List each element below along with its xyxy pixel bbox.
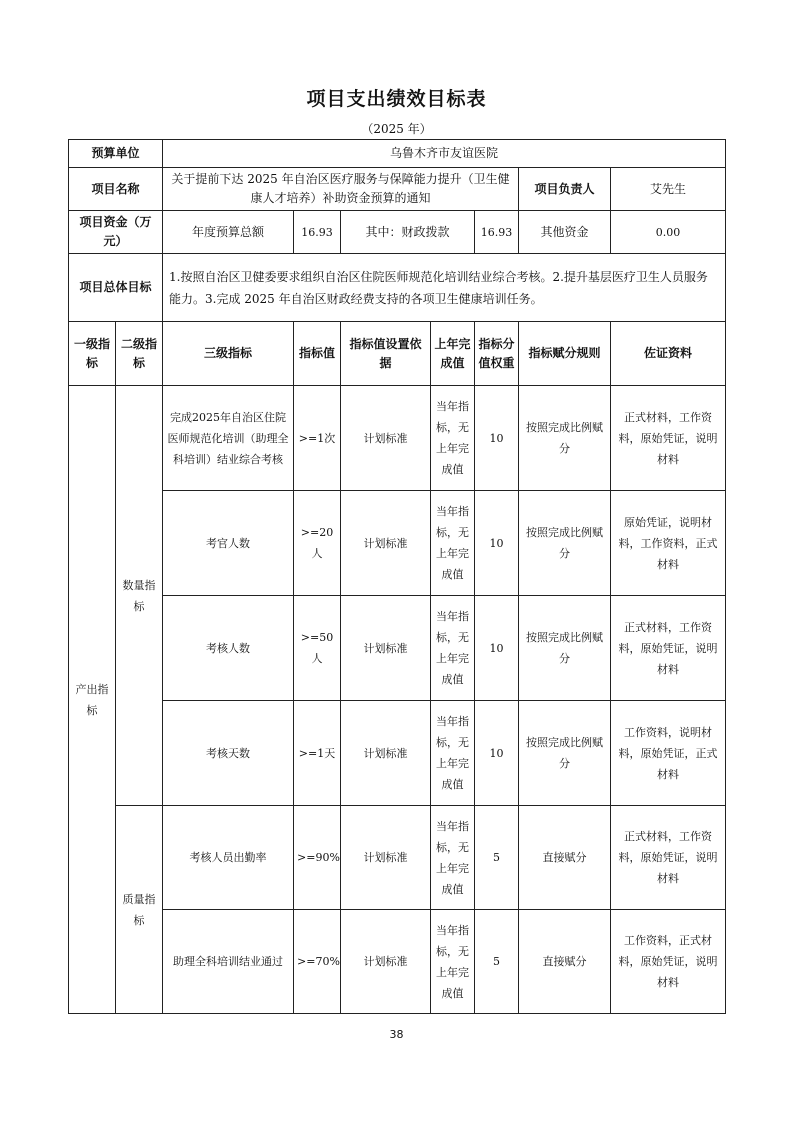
- row-rule: 按照完成比例赋分: [519, 596, 611, 701]
- row-value: >=1次: [294, 386, 341, 491]
- fiscal-label: 其中：财政拨款: [341, 211, 475, 254]
- row-weight: 5: [475, 806, 519, 910]
- goal-label: 项目总体目标: [69, 254, 163, 322]
- level2-quantity: 数量指标: [116, 386, 163, 806]
- row-evidence: 正式材料，工作资料，原始凭证，说明材料: [611, 596, 726, 701]
- row-name: 考核人数: [163, 596, 294, 701]
- row-value: >=70%: [294, 910, 341, 1014]
- page-title: 项目支出绩效目标表: [306, 88, 487, 110]
- row-rule: 直接赋分: [519, 910, 611, 1014]
- row-value: >=50人: [294, 596, 341, 701]
- owner-label: 项目负责人: [519, 168, 611, 211]
- header-last-year: 上年完成值: [431, 322, 475, 386]
- project-name-value: 关于提前下达 2025 年自治区医疗服务与保障能力提升（卫生健康人才培养）补助资金预算的通知: [163, 168, 519, 211]
- row-rule: 按照完成比例赋分: [519, 386, 611, 491]
- funds-label: 项目资金（万元）: [69, 211, 163, 254]
- row-weight: 10: [475, 596, 519, 701]
- level2-quality: 质量指标: [116, 806, 163, 1014]
- row-value: >=20人: [294, 491, 341, 596]
- row-last-year: 当年指标，无上年完成值: [431, 806, 475, 910]
- row-value: >=90%: [294, 806, 341, 910]
- table-row: [69, 596, 726, 701]
- header-basis: 指标值设置依据: [341, 322, 431, 386]
- row-last-year: 当年指标，无上年完成值: [431, 386, 475, 491]
- header-rule: 指标赋分规则: [519, 322, 611, 386]
- row-weight: 10: [475, 491, 519, 596]
- header-level2: 二级指标: [116, 322, 163, 386]
- row-basis: 计划标准: [341, 701, 431, 806]
- level1-output: 产出指标: [69, 386, 116, 1014]
- row-name: 完成2025年自治区住院医师规范化培训（助理全科培训）结业综合考核: [163, 386, 294, 491]
- row-rule: 按照完成比例赋分: [519, 491, 611, 596]
- row-basis: 计划标准: [341, 806, 431, 910]
- row-name: 考核天数: [163, 701, 294, 806]
- row-value: >=1天: [294, 701, 341, 806]
- row-evidence: 工作资料，说明材料，原始凭证，正式材料: [611, 701, 726, 806]
- header-evidence: 佐证资料: [611, 322, 726, 386]
- row-name: 考官人数: [163, 491, 294, 596]
- header-level3: 三级指标: [163, 322, 294, 386]
- table-row: [69, 701, 726, 806]
- performance-table: [68, 139, 726, 1014]
- row-last-year: 当年指标，无上年完成值: [431, 910, 475, 1014]
- row-last-year: 当年指标，无上年完成值: [431, 596, 475, 701]
- row-name: 助理全科培训结业通过: [163, 910, 294, 1014]
- row-basis: 计划标准: [341, 910, 431, 1014]
- annual-budget-label: 年度预算总额: [163, 211, 294, 254]
- row-weight: 5: [475, 910, 519, 1014]
- page-number: 38: [389, 1028, 404, 1041]
- project-name-label: 项目名称: [69, 168, 163, 211]
- row-basis: 计划标准: [341, 386, 431, 491]
- annual-budget-value: 16.93: [294, 211, 341, 254]
- row-last-year: 当年指标，无上年完成值: [431, 491, 475, 596]
- row-last-year: 当年指标，无上年完成值: [431, 701, 475, 806]
- other-value: 0.00: [611, 211, 726, 254]
- budget-unit-label: 预算单位: [69, 140, 163, 168]
- row-evidence: 原始凭证，说明材料，工作资料，正式材料: [611, 491, 726, 596]
- year-label: （2025 年）: [361, 122, 432, 136]
- fiscal-value: 16.93: [475, 211, 519, 254]
- header-value: 指标值: [294, 322, 341, 386]
- table-row: [69, 386, 726, 491]
- row-rule: 直接赋分: [519, 806, 611, 910]
- table-row: [69, 910, 726, 1014]
- row-name: 考核人员出勤率: [163, 806, 294, 910]
- row-weight: 10: [475, 386, 519, 491]
- row-weight: 10: [475, 701, 519, 806]
- row-evidence: 正式材料，工作资料，原始凭证，说明材料: [611, 806, 726, 910]
- table-row: [69, 491, 726, 596]
- row-rule: 按照完成比例赋分: [519, 701, 611, 806]
- row-basis: 计划标准: [341, 491, 431, 596]
- header-level1: 一级指标: [69, 322, 116, 386]
- goal-value: 1.按照自治区卫健委要求组织自治区住院医师规范化培训结业综合考核。2.提升基层医疗卫生人员服务能力。3.完成 2025 年自治区财政经费支持的各项卫生健康培训任务。: [163, 254, 726, 322]
- other-label: 其他资金: [519, 211, 611, 254]
- row-basis: 计划标准: [341, 596, 431, 701]
- budget-unit-value: 乌鲁木齐市友谊医院: [163, 140, 726, 168]
- table-row: [69, 806, 726, 910]
- row-evidence: 工作资料，正式材料，原始凭证，说明材料: [611, 910, 726, 1014]
- owner-value: 艾先生: [611, 168, 726, 211]
- row-evidence: 正式材料，工作资料，原始凭证，说明材料: [611, 386, 726, 491]
- header-weight: 指标分值权重: [475, 322, 519, 386]
